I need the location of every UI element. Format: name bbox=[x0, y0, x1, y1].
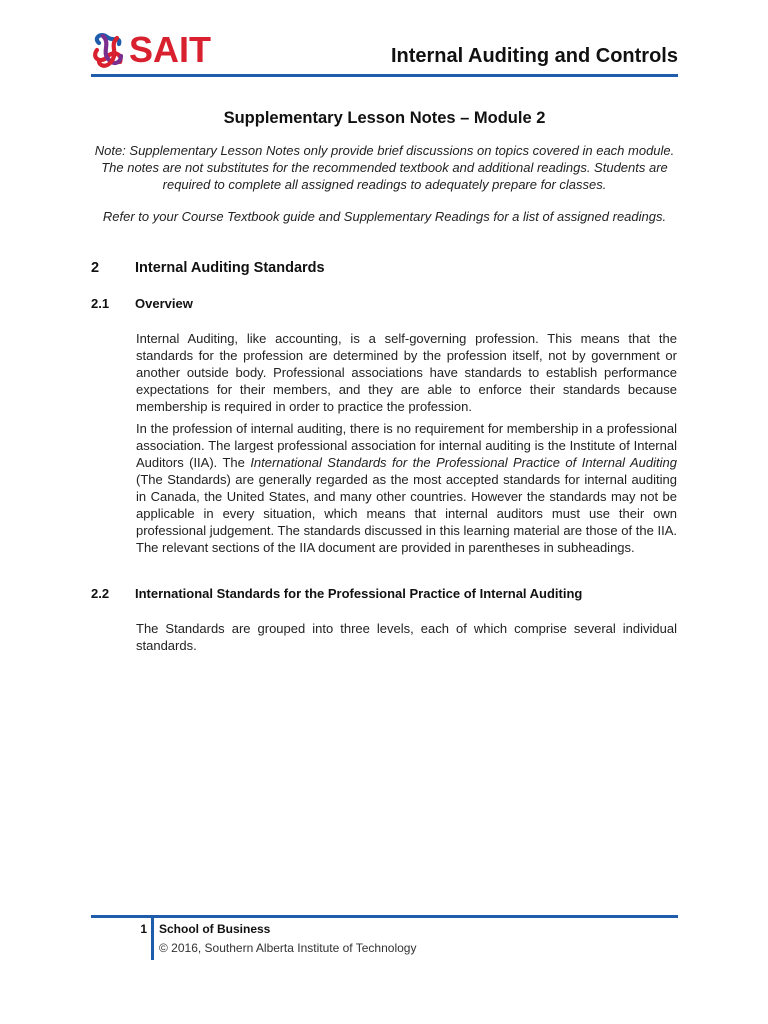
section-title: International Standards for the Professional Practice of Internal Auditing bbox=[135, 586, 583, 601]
section-2-2-heading bbox=[91, 586, 582, 601]
footer-school: School of Business bbox=[159, 922, 271, 936]
section-2-1-heading bbox=[91, 296, 193, 311]
standards-paragraph: The Standards are grouped into three levels, each of which comprise several individual standards. bbox=[136, 621, 677, 653]
section-number: 2 bbox=[91, 260, 100, 276]
logo-wordmark: SAIT bbox=[129, 29, 212, 70]
note-paragraph: Note: Supplementary Lesson Notes only provide brief discussions on topics covered in each module. The notes are not substitutes for the recommended textbook and additional readings. Students are required to complete all assigned readings to adequately prepare for classes. bbox=[94, 143, 675, 192]
section-number: 2.2 bbox=[91, 586, 110, 601]
document-title: Supplementary Lesson Notes – Module 2 bbox=[223, 109, 546, 127]
footer-vertical-divider bbox=[151, 918, 154, 960]
footer-copyright: © 2016, Southern Alberta Institute of Technology bbox=[159, 941, 417, 955]
section-2-heading bbox=[91, 260, 325, 276]
section-number: 2.1 bbox=[91, 296, 110, 311]
overview-paragraph-1: Internal Auditing, like accounting, is a self-governing profession. This means that the standards for the profession are determined by the profession itself, not by government or another outside body. Professional associations have standards to establish performance expectations for their members, and they are able to enforce their standards because membership is required in order to practice the profession. bbox=[136, 331, 677, 414]
overview-paragraph-2 bbox=[136, 420, 677, 556]
footer-divider bbox=[91, 915, 678, 918]
header-divider bbox=[91, 74, 678, 77]
section-title: Overview bbox=[135, 296, 193, 311]
page-number: 1 bbox=[140, 922, 147, 936]
paragraph-text: (The Standards) are generally regarded as the most accepted standards for internal auditing in Canada, the United States, and many other countries. However the standards may not be applicable in every situation, which means that internal auditors must use their own professional judgement. The standards discussed in this learning material are those of the IIA. The relevant sections of the IIA document are provided in parentheses in subheadings. bbox=[136, 472, 677, 555]
section-title: Internal Auditing Standards bbox=[135, 260, 325, 276]
refer-paragraph: Refer to your Course Textbook guide and Supplementary Readings for a list of assigned readings. bbox=[102, 209, 667, 224]
sait-logo bbox=[91, 30, 211, 70]
course-title: Internal Auditing and Controls bbox=[390, 45, 678, 67]
paragraph-text: In the profession of internal auditing, there is no requirement for membership in a professional association. The largest professional association for internal auditing is the Institute of Internal Auditors (IIA). The bbox=[136, 421, 677, 470]
page-header bbox=[91, 28, 678, 76]
standards-title-italic: International Standards for the Professional Practice of Internal Auditing bbox=[250, 455, 677, 470]
sait-logo-icon bbox=[91, 30, 127, 70]
